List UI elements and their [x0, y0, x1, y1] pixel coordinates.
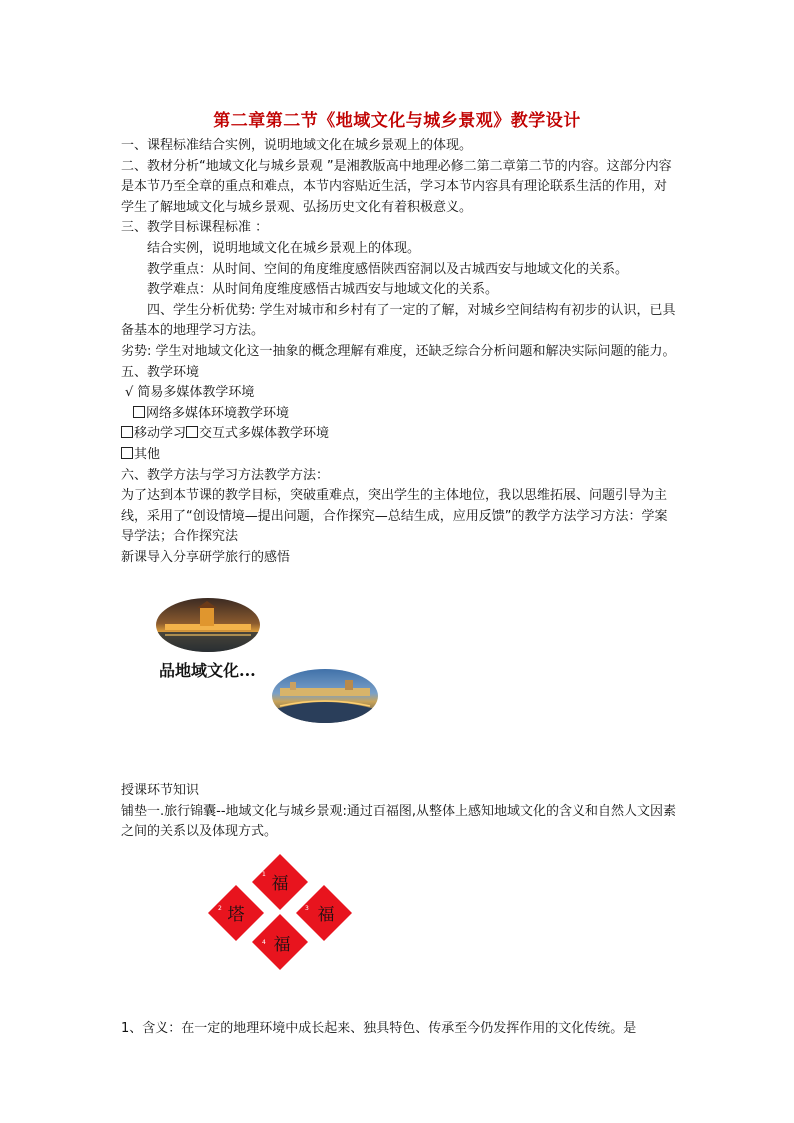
teaching-key-point: 教学重点：从时间、空间的角度维度感悟陕西窑洞以及古城西安与地域文化的关系。 — [147, 261, 629, 277]
document-body — [121, 136, 677, 568]
lesson-section — [121, 781, 677, 843]
page-title: 第二章第二节《地域文化与城乡景观》教学设计 — [213, 111, 581, 131]
checkbox-icon — [133, 406, 145, 418]
section-objectives: 三、教学目标课程标准 ： — [121, 220, 269, 236]
student-weaknesses: 劣势: 学生对地域文化这一抽象的概念理解有难度，还缺乏综合分析问题和解决实际问题的能力。 — [121, 343, 676, 359]
svg-text:福: 福 — [317, 905, 335, 925]
checkbox-icon — [121, 447, 133, 459]
teaching-difficulty: 教学难点：从时间角度维度感悟古城西安与地域文化的关系。 — [147, 282, 499, 298]
env-option-mobile: 移动学习 交互式多媒体教学环境 — [121, 424, 677, 445]
definition-meaning: 1、含义：在一定的地理环境中成长起来、独具特色、传承至今仍发挥作用的文化传统。是 — [121, 1021, 637, 1036]
diamond-top — [252, 854, 308, 910]
svg-text:2: 2 — [218, 905, 222, 912]
section-environment: 五、教学环境 — [121, 364, 200, 380]
env-option-simple: √ 简易多媒体教学环境 — [125, 385, 255, 401]
lesson-knowledge-heading: 授课环节知识 — [121, 783, 200, 798]
svg-text:1: 1 — [262, 871, 266, 878]
lesson-intro: 新课导入分享研学旅行的感悟 — [121, 549, 291, 565]
env-option-other: 其他 — [121, 445, 677, 466]
section-curriculum: 一、课程标准结合实例，说明地域文化在城乡景观上的体现。 — [121, 138, 473, 153]
baifu-diamond-figure — [205, 852, 355, 972]
svg-text:福: 福 — [273, 935, 291, 955]
checkbox-icon — [121, 426, 133, 438]
diamond-bottom — [252, 914, 308, 970]
svg-text:4: 4 — [262, 939, 266, 946]
section-methods: 六、教学方法与学习方法教学方法： — [121, 467, 330, 483]
city-photo-collage — [155, 598, 385, 728]
checkbox-icon — [186, 426, 198, 438]
section-material-analysis: 二、教材分析“地域文化与城乡景观 ”是湘教版高中地理必修二第二章第二节的内容。这部分内容是本节乃至全章的重点和难点，本节内容贴近生活，学习本节内容具有理论联系生活的作用，对学生了解地域文化与城乡景观、弘扬历史文化有着积极意义。 — [121, 158, 672, 215]
svg-text:塔: 塔 — [227, 905, 245, 925]
svg-text:3: 3 — [305, 905, 309, 912]
definition-section — [121, 1019, 677, 1040]
city-bridge-photo — [272, 668, 378, 724]
objective-standard: 结合实例，说明地域文化在城乡景观上的体现。 — [147, 240, 421, 256]
diamond-right — [296, 885, 352, 941]
svg-text:福: 福 — [271, 874, 289, 894]
calligraphy-caption: 品地域文化... — [159, 661, 256, 680]
diamond-left — [208, 885, 264, 941]
student-strengths: 四、学生分析优势: 学生对城市和乡村有了一定的了解，对城乡空间结构有初步的认识，已具备基本的地理学习方法。 — [121, 302, 676, 339]
xian-night-photo — [155, 598, 261, 654]
lesson-step-one: 铺垫一.旅行锦囊--地域文化与城乡景观:通过百福图,从整体上感知地域文化的含义和自然人文因素之间的关系以及体现方式。 — [121, 803, 677, 840]
env-option-network: 网络多媒体环境教学环境 — [121, 404, 677, 425]
methods-description: 为了达到本节课的教学目标，突破重难点，突出学生的主体地位，我以思维拓展、问题引导为主线，采用了“创设情境—提出问题，合作探究—总结生成，应用反馈”的教学方法学习方法：学案导学法；合作探究法 — [121, 488, 668, 545]
